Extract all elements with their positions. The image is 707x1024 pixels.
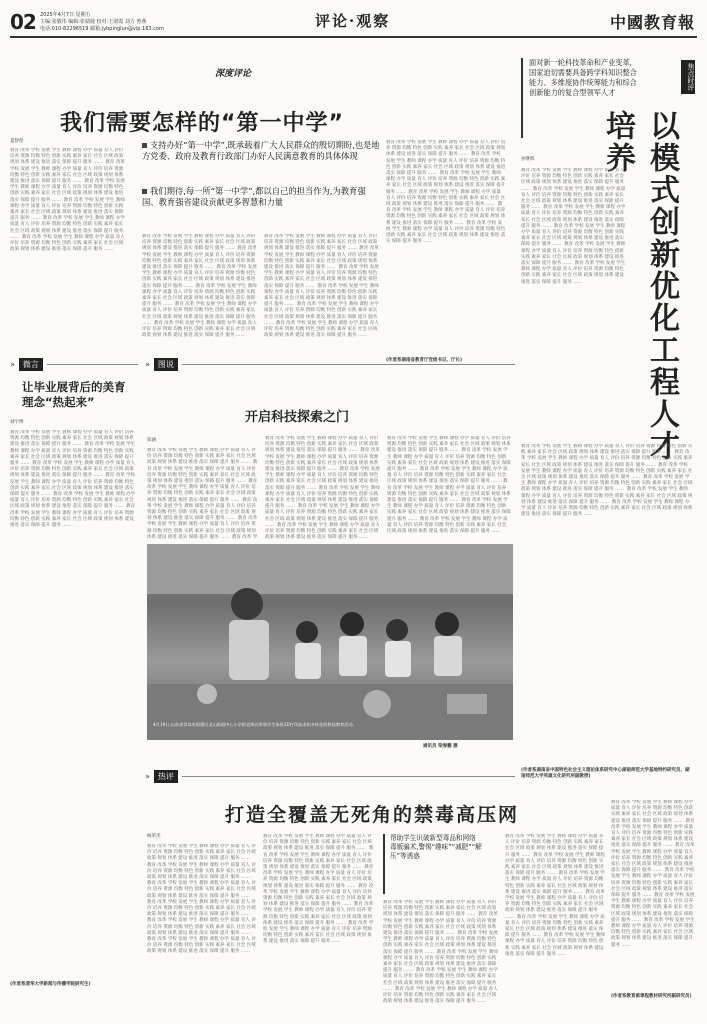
weiyan-section-label: 微言 [19, 358, 43, 371]
photo-caption: 4月19日,山东省青岛市即墨区灵山街道中心小学的老师在带领学生体验3D打印技术和多样化的科技教育活动。 [153, 722, 357, 727]
column-tag [215, 66, 251, 79]
repin-article [145, 770, 697, 1018]
article-body-col4 [386, 140, 506, 354]
repin-section-label: 热评 [154, 770, 178, 783]
repin-section-head [145, 770, 515, 783]
photo-credit: 通讯员 梁春鹏 摄 [423, 744, 458, 749]
pullquote-1-text: 支持办好“第一中学”,既承载着广大人民群众的殷切期盼,也是地方党委、政府及教育行政部门办好人民满意教育的具体体现 [142, 140, 380, 161]
newspaper-logo: 中國教育報 [610, 13, 696, 32]
right-section-label-text: 焦点时评 [687, 63, 695, 91]
tushuo-section-head [145, 358, 515, 371]
right-headline-text: 以模式创新优化工程人才培养 [600, 110, 679, 462]
pullquote-1 [142, 140, 382, 162]
section-divider [182, 364, 515, 365]
tushuo-section-label: 图说 [154, 358, 178, 371]
repin-body-col1 [147, 844, 257, 998]
main-byline: (作者系湖南省教育厅党组书记、厅长) [386, 358, 463, 363]
repin-body-col2 [263, 834, 375, 1010]
section-divider [47, 364, 138, 365]
pullquote-2-text: 我们期待,每一所“第一中学”,都以自己的担当作为,为教育强国、教育强省建设贡献更多智慧和力量 [142, 186, 366, 207]
column-tag-label: 深度评论 [215, 69, 252, 79]
author: 夏智伦 [10, 139, 24, 144]
photo-illustration [147, 544, 513, 740]
weiyan-article [10, 358, 138, 998]
editor-credits: 主编:张敬伟 编辑:张婧婕 校对:王淑霞 刘力 曾燕 [40, 19, 147, 25]
issue-date: 2025年4月7日 星期五 [40, 12, 91, 18]
repin-body-col3 [383, 900, 499, 1010]
repin-body-col5 [611, 800, 695, 990]
right-body-wide [521, 444, 693, 764]
tushuo-article [145, 358, 515, 760]
pullquote-box [142, 140, 382, 228]
page-number: 02 [10, 10, 36, 34]
headline: 我们需要怎样的“第一中学” [60, 111, 344, 136]
right-section-label [681, 60, 695, 94]
tushuo-body-col3 [387, 436, 511, 540]
repin-headline: 打造全覆盖无死角的禁毒高压网 [225, 804, 520, 826]
repin-author: 杨荣杰 [147, 834, 161, 839]
tushuo-headline: 开启科技探索之门 [245, 410, 350, 425]
double-chevron-icon: » [145, 360, 150, 369]
right-author: 孙继辉 [521, 157, 535, 162]
repin-body-col4 [505, 834, 605, 1010]
article-body-col3 [264, 234, 382, 368]
contact-info: 电话:010-82296519 邮箱:jybpinglun@vip.163.com [40, 26, 164, 32]
classroom-photo [147, 544, 513, 740]
weiyan-section-head [10, 358, 138, 371]
tushuo-body-col1 [147, 448, 259, 540]
right-headline [600, 110, 683, 490]
masthead-rule [10, 36, 697, 38]
section-divider [182, 776, 515, 777]
repin-pullquote-text: 帮助学生识破新型毒品和网络毒贩骗术,警惕“趣味”“减肥”“解压”等诱惑 [390, 834, 482, 860]
section-title: 评论·观察 [315, 12, 391, 30]
bullet-square-icon [142, 143, 147, 148]
pullquote-2 [142, 186, 382, 208]
masthead [10, 10, 697, 36]
main-article [10, 44, 515, 374]
tushuo-author: 知涵 [147, 438, 156, 443]
bullet-square-icon [142, 189, 147, 194]
article-body-col1 [10, 148, 128, 368]
weiyan-author: 刘宇博 [10, 420, 24, 425]
right-pullquote-text: 面对新一轮科技革命和产业变革,国家迫切需要具备跨学科知识整合能力、多维度协作统筹能力和综合创新能力的复合型领军人才 [529, 58, 637, 97]
weiyan-body [10, 430, 136, 978]
right-byline: (作者系湖南省中国特色社会主义理论体系研究中心湖南师范大学基地特约研究员、湖南师范大学英雄文化研究所副教授) [521, 768, 690, 780]
repin-byline: (作者系教育部课程教材研究所副研究员) [611, 994, 692, 999]
right-body-col1 [521, 168, 629, 436]
weiyan-headline: 让毕业展背后的美育理念“热起来” [22, 380, 126, 409]
repin-pullquote [383, 834, 482, 894]
double-chevron-icon: » [145, 772, 150, 781]
weiyan-byline: (作者系清华大学新闻与传播学院研究生) [10, 982, 91, 987]
tushuo-body-col2 [265, 436, 381, 540]
article-body-col2 [142, 234, 260, 368]
double-chevron-icon: » [10, 360, 15, 369]
